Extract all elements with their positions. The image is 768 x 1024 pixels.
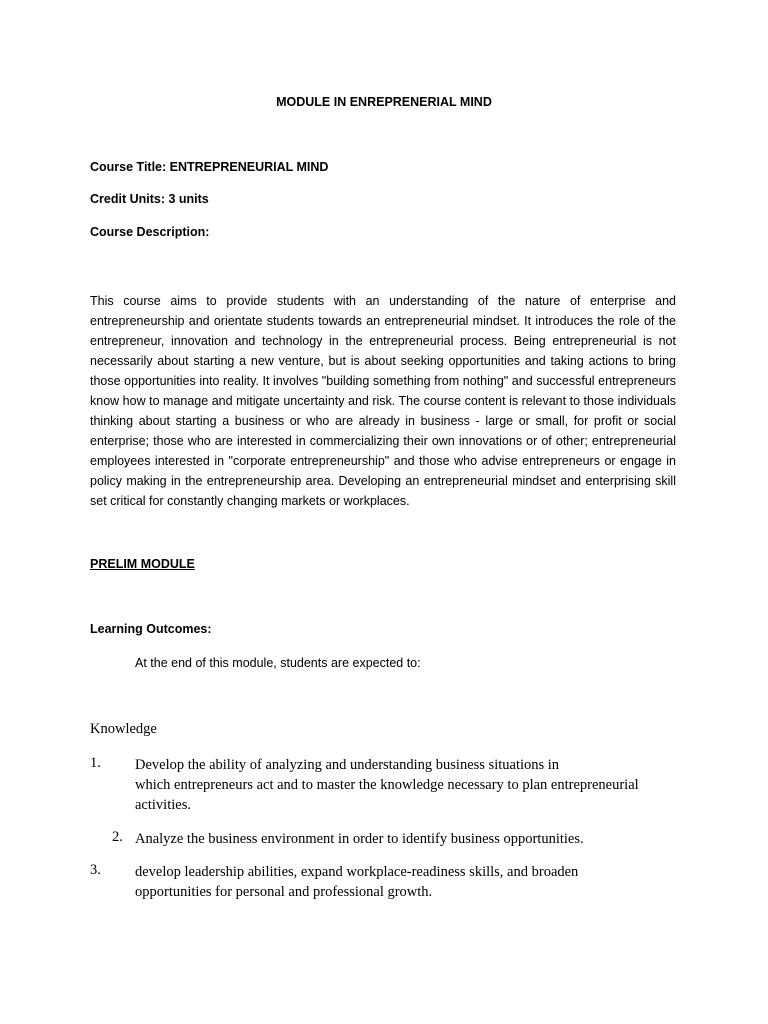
prelim-module-heading: PRELIM MODULE bbox=[90, 557, 195, 571]
list-item-number: 3. bbox=[90, 862, 101, 878]
list-item-number: 2. bbox=[112, 829, 123, 845]
course-title: Course Title: ENTREPRENEURIAL MIND bbox=[90, 160, 329, 174]
outcomes-intro: At the end of this module, students are expected to: bbox=[135, 656, 421, 670]
list-item-line: Develop the ability of analyzing and understanding business situations in bbox=[135, 757, 560, 773]
list-item-text bbox=[135, 829, 675, 849]
list-item-number: 1. bbox=[90, 755, 101, 771]
course-description-label: Course Description: bbox=[90, 225, 210, 239]
list-item-text bbox=[135, 862, 675, 902]
list-item-line: opportunities for personal and professional growth. bbox=[135, 884, 433, 900]
learning-outcomes-label: Learning Outcomes: bbox=[90, 622, 212, 636]
list-item-line: which entrepreneurs act and to master the knowledge necessary to plan entrepreneurial bbox=[135, 777, 639, 793]
course-description: This course aims to provide students with an understanding of the nature of enterprise and entrepreneurship and orientate students towards an entrepreneurial mindset. It introduces the role of the entrepreneur, innovation and technology in the entrepreneurial process. Being entrepreneurial is not necessarily about starting a new venture, but is about seeking opportunities and taking actions to bring those opportunities into reality. It involves "building something from nothing" and successful entrepreneurs know how to manage and mitigate uncertainty and risk. The course content is relevant to those individuals thinking about starting a business or who are already in business - large or small, for profit or social enterprise; those who are interested in commercializing their own innovations or of other; entrepreneurial employees interested in "corporate entrepreneurship" and those who advise entrepreneurs or engage in policy making in the entrepreneurship area. Developing an entrepreneurial mindset and enterprising skill set critical for constantly changing markets or workplaces. bbox=[90, 294, 676, 508]
credit-units: Credit Units: 3 units bbox=[90, 192, 209, 206]
list-item-text bbox=[135, 755, 675, 815]
list-item-line: develop leadership abilities, expand workplace-readiness skills, and broaden bbox=[135, 864, 579, 880]
document-title: MODULE IN ENREPRENERIAL MIND bbox=[276, 95, 492, 109]
list-item-line: Analyze the business environment in order to identify business opportunities. bbox=[135, 831, 584, 847]
knowledge-heading: Knowledge bbox=[90, 721, 157, 737]
list-item-line: activities. bbox=[135, 797, 191, 813]
